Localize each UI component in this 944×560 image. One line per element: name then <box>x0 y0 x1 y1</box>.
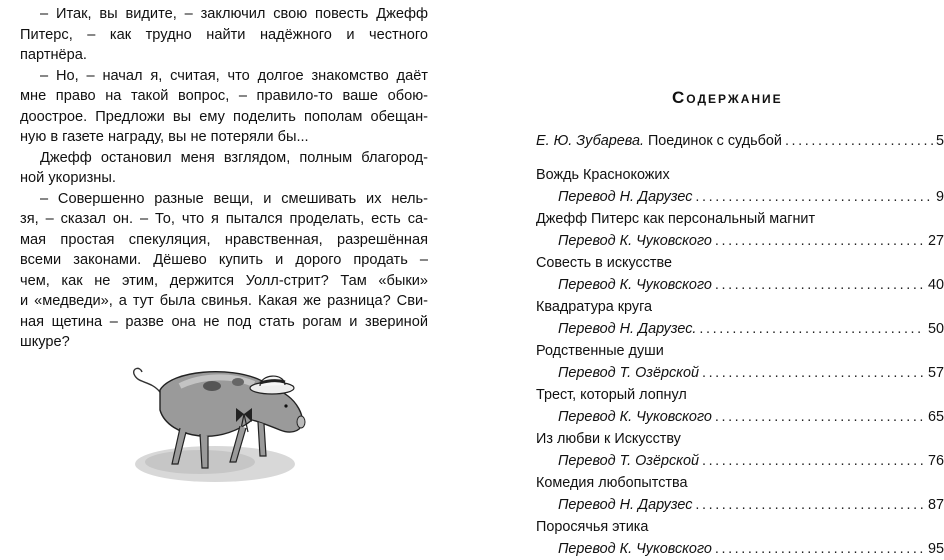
toc-page-number: 9 <box>935 189 944 205</box>
toc-entry-translator-row <box>536 186 944 208</box>
table-of-contents <box>536 130 944 560</box>
toc-translator: Перевод Т. Озёрской <box>558 453 699 469</box>
paragraph <box>20 148 428 189</box>
toc-entry-title <box>536 516 944 538</box>
toc-leader-dots <box>715 230 925 252</box>
toc-entry-title-text: Трест, который лопнул <box>536 387 687 403</box>
toc-entry-title <box>536 296 944 318</box>
toc-translator: Перевод К. Чуковского <box>558 277 712 293</box>
paragraph <box>20 189 428 353</box>
toc-entry-translator-row <box>536 494 944 516</box>
toc-entry-title <box>536 252 944 274</box>
text-line: и «медведи», а тут была свинья. Какая же разница? Сви- <box>20 293 428 309</box>
toc-page-number: 87 <box>927 497 944 513</box>
toc-leader-dots <box>715 406 925 428</box>
toc-entry-title-text: Квадратура круга <box>536 299 653 315</box>
text-line: доострое. Предложи вы ему поделить пополам обещан- <box>20 108 428 125</box>
toc-leader-dots <box>715 538 925 560</box>
toc-page-number: 40 <box>927 277 944 293</box>
text-line: – Совершенно разные вещи, и смешивать их нель- <box>40 190 428 207</box>
toc-intro-author: Е. Ю. Зубарева. <box>536 133 644 149</box>
toc-leader-dots <box>699 318 925 340</box>
toc-page-number: 27 <box>927 233 944 249</box>
toc-leader-dots <box>785 130 933 152</box>
text-line: всеми законами. Дёшево купить и дорого продать – <box>20 252 428 268</box>
toc-translator: Перевод К. Чуковского <box>558 541 712 557</box>
text-line: – Но, – начал я, считая, что долгое знакомство даёт <box>40 67 428 84</box>
text-line: – Итак, вы видите, – заключил свою повесть Джефф <box>40 6 428 22</box>
paragraph <box>20 4 428 66</box>
text-line: ная щетина – разве она не под стать рогам и звериной <box>20 313 428 330</box>
toc-page-number: 95 <box>927 541 944 557</box>
left-page-text <box>20 4 428 353</box>
toc-intro-row <box>536 130 944 152</box>
toc-leader-dots <box>695 494 925 516</box>
text-line: зя, – сказал он. – То, что я пытался проделать, есть са- <box>20 211 428 227</box>
toc-page-number: 65 <box>927 409 944 425</box>
toc-page-number: 76 <box>927 453 944 469</box>
toc-entry-title-text: Родственные души <box>536 343 664 359</box>
toc-leader-dots <box>702 362 925 384</box>
toc-translator: Перевод Н. Дарузес. <box>558 321 697 337</box>
toc-entry-translator-row <box>536 538 944 560</box>
toc-entry-translator-row <box>536 274 944 296</box>
toc-entry-translator-row <box>536 318 944 340</box>
toc-entry-translator-row <box>536 362 944 384</box>
toc-leader-dots <box>702 450 925 472</box>
toc-entry-title-text: Из любви к Искусству <box>536 431 681 447</box>
toc-entry-title-text: Поросячья этика <box>536 519 649 535</box>
toc-entry-translator-row <box>536 406 944 428</box>
toc-page-number: 5 <box>935 133 944 149</box>
toc-translator: Перевод К. Чуковского <box>558 233 712 249</box>
text-line: Питерс, – как трудно найти надёжного и честного <box>20 26 428 43</box>
text-line: мне право на такой вопрос, – правило-то ваше обою- <box>20 88 428 104</box>
text-line: Джефф остановил меня взглядом, полным благород- <box>40 149 428 166</box>
pig-illustration <box>120 352 325 494</box>
toc-entry-title-text: Совесть в искусстве <box>536 255 673 271</box>
toc-page-number: 50 <box>927 321 944 337</box>
toc-entry-title <box>536 340 944 362</box>
toc-page-number: 57 <box>927 365 944 381</box>
text-line: чем, как не этим, держится Уолл-стрит? Там «быки» <box>20 272 428 289</box>
toc-translator: Перевод Т. Озёрской <box>558 365 699 381</box>
text-line: ной укоризны. <box>20 170 116 186</box>
toc-intro-title: Поединок с судьбой <box>647 133 782 149</box>
paragraph <box>20 66 428 148</box>
toc-entry-title <box>536 428 944 450</box>
toc-entry-translator-row <box>536 230 944 252</box>
toc-translator: Перевод Н. Дарузес <box>558 497 693 513</box>
text-line: ную в газете награду, вы не потеряли бы... <box>20 129 309 145</box>
toc-title: Содержание <box>672 88 783 107</box>
toc-entry-title <box>536 164 944 186</box>
toc-leader-dots <box>695 186 933 208</box>
toc-entry-title <box>536 208 944 230</box>
toc-entry-title-text: Джефф Питерс как персональный магнит <box>536 211 816 227</box>
toc-entry-translator-row <box>536 450 944 472</box>
toc-entry-title <box>536 384 944 406</box>
text-line: шкуре? <box>20 334 70 350</box>
text-line: партнёра. <box>20 47 87 63</box>
text-line: мая простая спекуляция, нравственная, разрешённая <box>20 231 428 248</box>
toc-leader-dots <box>715 274 925 296</box>
toc-translator: Перевод Н. Дарузес <box>558 189 693 205</box>
toc-entry-title <box>536 472 944 494</box>
toc-entry-title-text: Вождь Краснокожих <box>536 167 670 183</box>
toc-entry-title-text: Комедия любопытства <box>536 475 688 491</box>
toc-translator: Перевод К. Чуковского <box>558 409 712 425</box>
